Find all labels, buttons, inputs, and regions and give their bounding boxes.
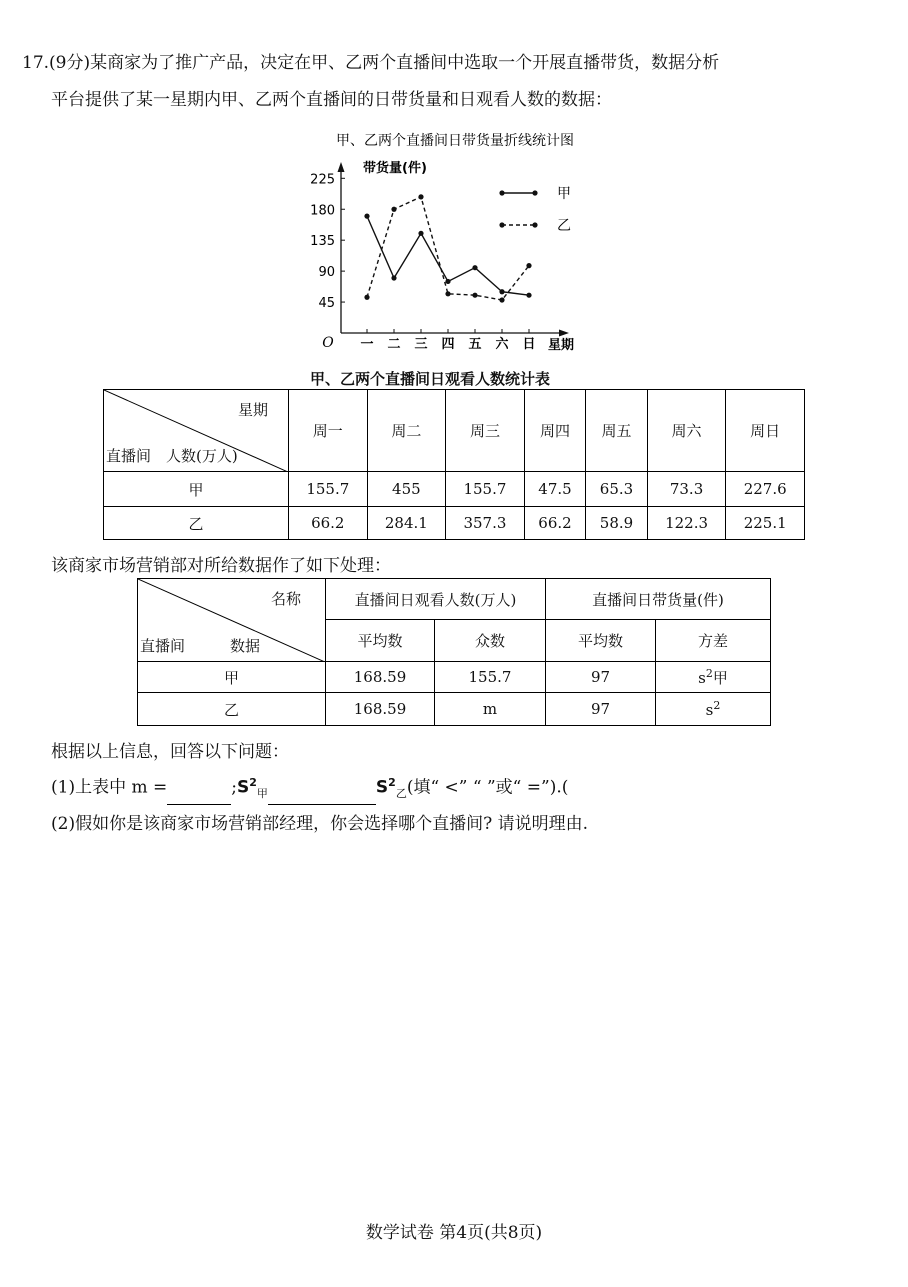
table2-corner-cell <box>138 579 326 662</box>
sub-header-mean: 平均数 <box>326 620 435 662</box>
variance-exponent: 2 <box>713 699 721 712</box>
table-row <box>138 662 771 693</box>
question-line-1: 17.(9分)某商家为了推广产品，决定在甲、乙两个直播间中选取一个开展直播带货，数据分析 <box>22 53 720 73</box>
legend-marker <box>532 222 537 227</box>
question-line-2: 平台提供了某一星期内甲、乙两个直播间的日带货量和日观看人数的数据： <box>51 90 612 110</box>
data-point <box>418 194 423 199</box>
x-tick-label: 二 <box>387 337 401 352</box>
variance-base: s <box>698 668 706 687</box>
q1-s-subscript-yi: 乙 <box>395 787 407 801</box>
q1-separator: ; <box>231 777 237 798</box>
table-cell: m <box>435 693 546 726</box>
processing-paragraph: 该商家市场营销部对所给数据作了如下处理： <box>51 556 391 576</box>
data-point <box>526 263 531 268</box>
table-cell: 168.59 <box>326 662 435 693</box>
table-row <box>104 507 805 540</box>
table-cell: 155.7 <box>446 472 525 507</box>
row-label: 乙 <box>104 507 289 540</box>
table-cell: 66.2 <box>524 507 586 540</box>
data-point <box>472 265 477 270</box>
variance-cell <box>656 693 771 726</box>
table1-caption: 甲、乙两个直播间日观看人数统计表 <box>310 370 551 388</box>
data-point <box>499 289 504 294</box>
data-point <box>391 207 396 212</box>
day-header: 周四 <box>524 390 586 472</box>
table2-corner-bottom: 直播间 数据 <box>140 637 261 655</box>
y-tick-label: 180 <box>310 203 335 219</box>
table-row <box>138 693 771 726</box>
stats-table <box>137 578 771 726</box>
table1-corner-cell <box>104 390 289 472</box>
table-row <box>138 579 771 620</box>
table-cell: 284.1 <box>367 507 446 540</box>
y-tick-label: 225 <box>310 172 335 188</box>
legend-marker <box>499 222 504 227</box>
x-tick-label: 日 <box>522 337 536 352</box>
table1-corner-top: 星期 <box>237 401 268 419</box>
views-table <box>103 389 805 540</box>
table-cell: 357.3 <box>446 507 525 540</box>
chart-origin-label: O <box>322 335 334 351</box>
answer-blank-m[interactable] <box>167 786 231 805</box>
questions-intro: 根据以上信息，回答以下问题： <box>51 742 289 762</box>
day-header: 周一 <box>289 390 368 472</box>
chart-y-arrow <box>338 162 345 172</box>
series-line-yi <box>367 197 529 300</box>
chart-ylabel: 带货量(件) <box>363 161 427 176</box>
data-point <box>499 297 504 302</box>
legend-marker <box>532 190 537 195</box>
q1-hint: (填“ <” “ ”或“ =”).( <box>406 777 569 798</box>
variance-label: 甲 <box>712 668 728 687</box>
chart-x-arrow <box>559 330 569 337</box>
table-cell: 155.7 <box>289 472 368 507</box>
table-cell: 97 <box>546 662 656 693</box>
row-label: 乙 <box>138 693 326 726</box>
table-cell: 58.9 <box>586 507 648 540</box>
variance-cell <box>656 662 771 693</box>
y-tick-label: 135 <box>310 234 335 250</box>
y-tick-label: 45 <box>318 296 335 312</box>
data-point <box>364 214 369 219</box>
table-cell: 122.3 <box>647 507 726 540</box>
x-tick-label: 五 <box>468 337 482 352</box>
table2-corner-top: 名称 <box>270 590 301 608</box>
group-header-sales: 直播间日带货量(件) <box>546 579 771 620</box>
q1-s-symbol: S <box>375 777 389 798</box>
day-header: 周三 <box>446 390 525 472</box>
q1-s-exponent: 2 <box>388 776 396 789</box>
table-cell: 227.6 <box>726 472 805 507</box>
table-row <box>104 472 805 507</box>
q1-s-exponent: 2 <box>249 776 257 789</box>
data-point <box>391 275 396 280</box>
data-point <box>526 293 531 298</box>
row-label: 甲 <box>104 472 289 507</box>
table-cell: 455 <box>367 472 446 507</box>
data-point <box>364 295 369 300</box>
data-point <box>472 293 477 298</box>
table-cell: 225.1 <box>726 507 805 540</box>
x-tick-label: 一 <box>360 337 374 352</box>
legend-label: 甲 <box>557 186 571 202</box>
day-header: 周二 <box>367 390 446 472</box>
table-cell: 97 <box>546 693 656 726</box>
page-footer: 数学试卷 第4页(共8页) <box>365 1223 543 1243</box>
x-tick-label: 四 <box>441 337 455 352</box>
y-tick-label: 90 <box>318 265 335 281</box>
q1-s-symbol: S <box>237 777 250 798</box>
day-header: 周日 <box>726 390 805 472</box>
data-point <box>445 279 450 284</box>
x-tick-label: 六 <box>495 337 509 352</box>
chart-title: 甲、乙两个直播间日带货量折线统计图 <box>336 133 574 149</box>
variance-base: s <box>705 701 714 719</box>
x-tick-label: 三 <box>414 337 428 352</box>
sub-header-variance: 方差 <box>656 620 771 662</box>
variance-exponent: 2 <box>705 666 713 680</box>
day-header: 周六 <box>647 390 726 472</box>
q1-prefix: (1)上表中 m = <box>51 777 168 798</box>
day-header: 周五 <box>586 390 648 472</box>
table-cell: 65.3 <box>586 472 648 507</box>
q1-s-subscript-jia: 甲 <box>256 787 268 801</box>
table-row <box>104 390 805 472</box>
table-cell: 66.2 <box>289 507 368 540</box>
legend-label: 乙 <box>557 218 571 234</box>
group-header-views: 直播间日观看人数(万人) <box>326 579 546 620</box>
row-label: 甲 <box>138 662 326 693</box>
table-cell: 73.3 <box>647 472 726 507</box>
table-cell: 47.5 <box>524 472 586 507</box>
sub-header-mean: 平均数 <box>546 620 656 662</box>
question-2: (2)假如你是该商家市场营销部经理，你会选择哪个直播间? 请说明理由. <box>51 814 589 834</box>
legend-marker <box>499 190 504 195</box>
sub-header-mode: 众数 <box>435 620 546 662</box>
data-point <box>445 291 450 296</box>
question-1 <box>51 772 568 805</box>
data-point <box>418 231 423 236</box>
chart-xlabel: 星期 <box>548 338 575 353</box>
table-cell: 168.59 <box>326 693 435 726</box>
table-cell: 155.7 <box>435 662 546 693</box>
table1-corner-bottom: 直播间 人数(万人) <box>106 447 238 465</box>
answer-blank-compare[interactable] <box>268 786 376 805</box>
line-chart <box>295 128 615 358</box>
